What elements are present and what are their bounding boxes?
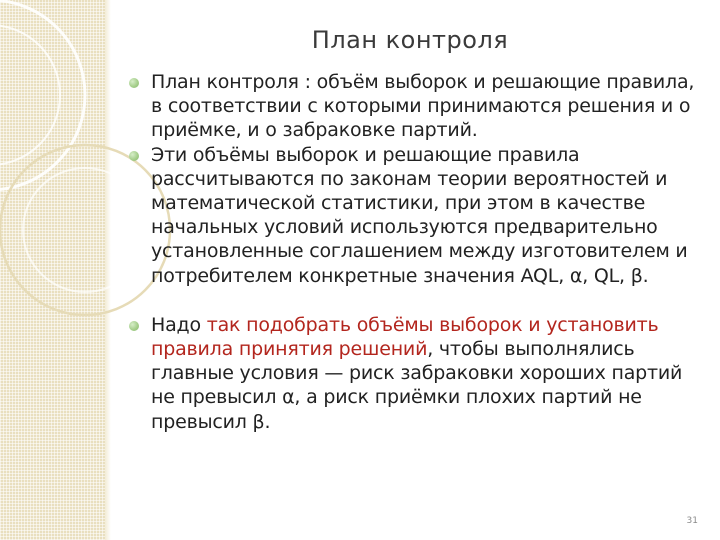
bullet-icon — [129, 151, 139, 161]
bullet-icon — [129, 78, 139, 88]
page-number: 31 — [686, 516, 698, 526]
bullet-text: Эти объёмы выборок и решающие правила рассчитываются по законам теории вероятностей и математической статистики, при этом в качестве начальных условий используются предварительно установленные соглашением между изготовителем и потребителем конкретные значения AQL, α, QL, β. — [151, 143, 688, 287]
slide-title: План контроля — [311, 26, 509, 54]
highlighted-text: так подобрать объёмы выборок и установить правила принятия решений — [151, 313, 659, 361]
bullet-list — [129, 70, 704, 434]
bullet-text: , чтобы выполнялись главные условия — риск забраковки хороших партий не превысил α, а риск приёмки плохих партий не превысил β. — [151, 338, 683, 433]
bullet-item-plan-definition — [129, 70, 704, 143]
bullet-text: Надо — [151, 313, 207, 336]
bullet-item-selection-rule — [129, 313, 704, 434]
bullet-icon — [129, 321, 139, 331]
bullet-text: План контроля : объём выборок и решающие правила, в соответствии с которыми принимаются решения и о приёмке, и о забраковке партий. — [151, 71, 695, 142]
bullet-item-calculation — [129, 143, 704, 288]
